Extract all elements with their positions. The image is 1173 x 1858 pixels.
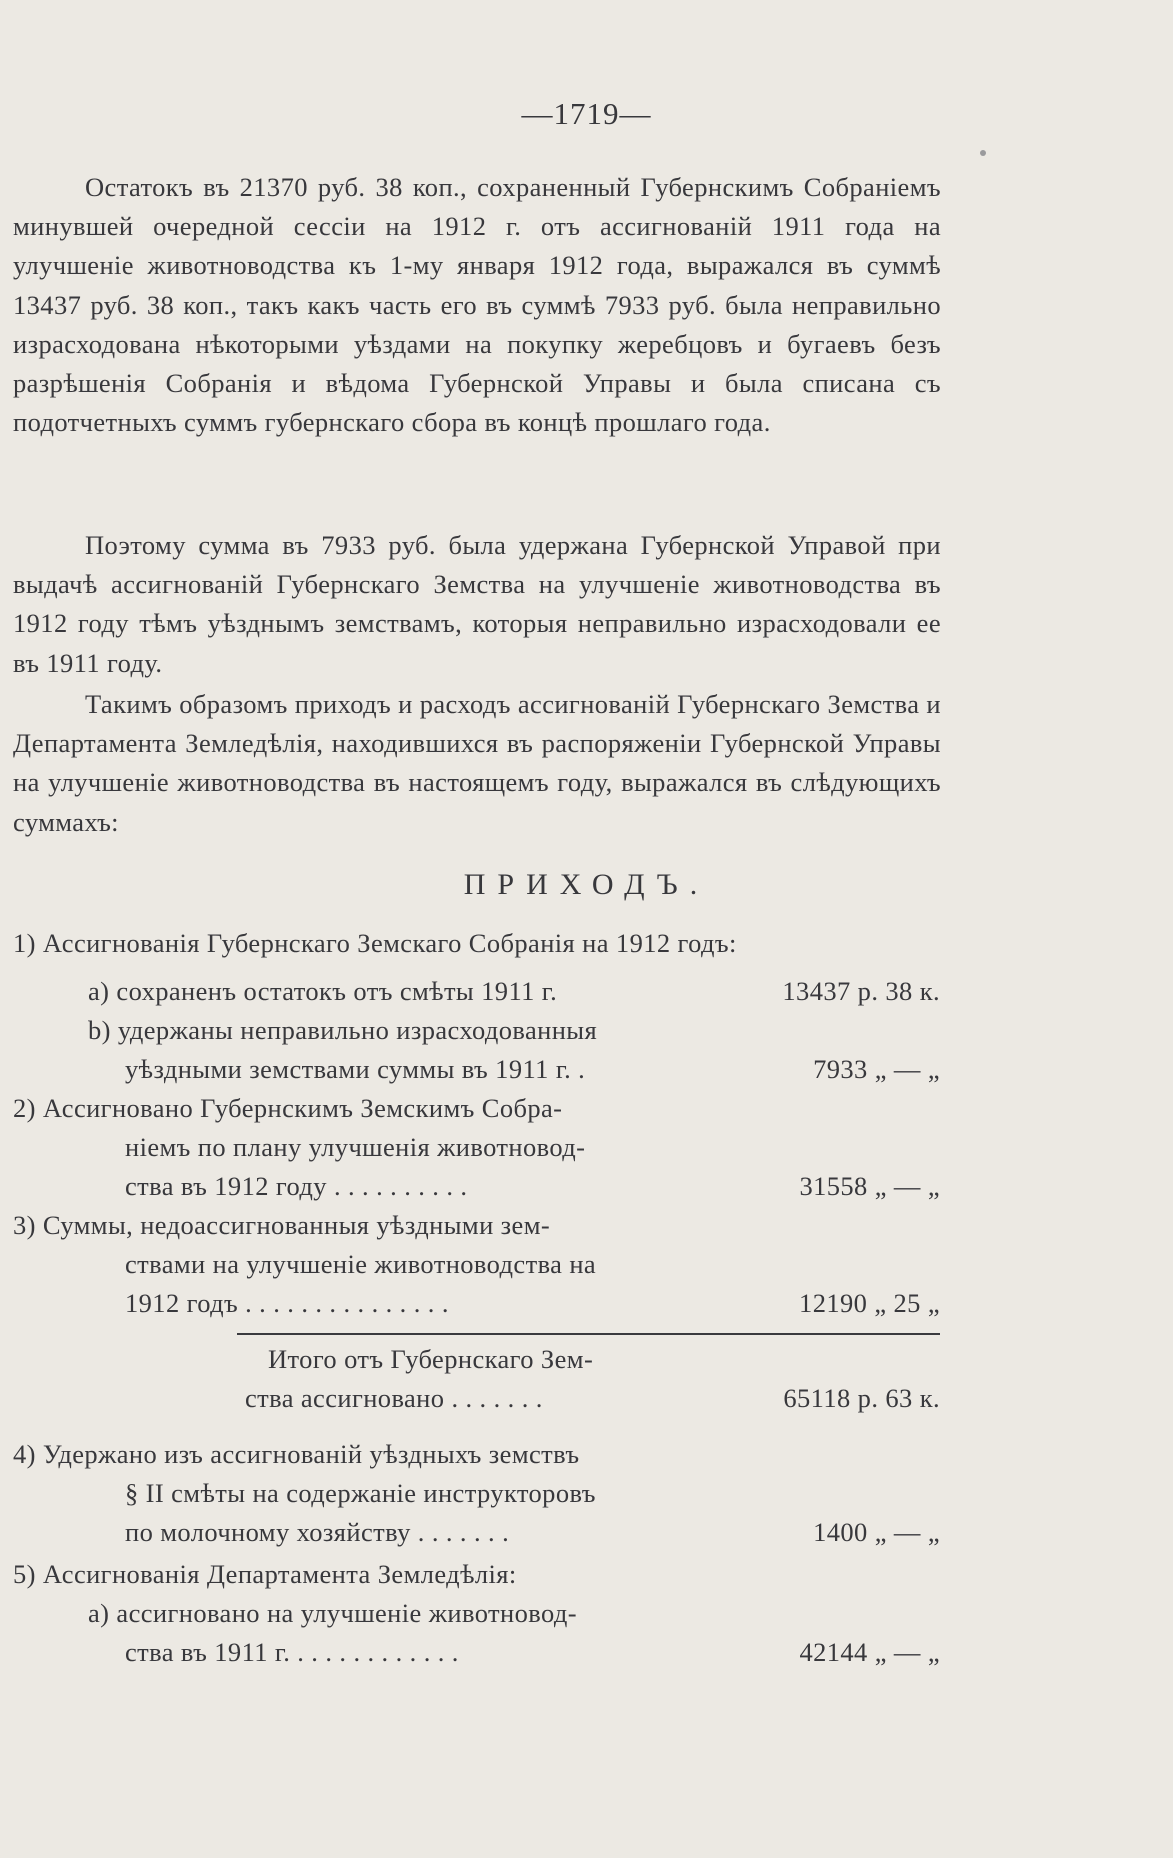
page-number: —1719— bbox=[521, 96, 652, 131]
item-5a-line2: ства въ 1911 г. . . . . . . . . . . . . bbox=[125, 1637, 459, 1667]
item-1b-amount: 7933 „ — „ bbox=[813, 1054, 940, 1084]
item-5a-amount: 42144 „ — „ bbox=[799, 1637, 940, 1667]
item-5-title: 5) Ассигнованія Департамента Земледѣлія: bbox=[13, 1559, 517, 1589]
item-3-line1: 3) Суммы, недоассигнованныя уѣздными зем- bbox=[13, 1210, 551, 1240]
item-2-line2: ніемъ по плану улучшенія животновод- bbox=[125, 1132, 586, 1162]
item-4-line3: по молочному хозяйству . . . . . . . bbox=[125, 1517, 510, 1547]
section-heading-income: ПРИХОДЪ. bbox=[463, 868, 710, 901]
item-1b-line1: b) удержаны неправильно израсходованныя bbox=[88, 1015, 598, 1045]
item-2-amount: 31558 „ — „ bbox=[799, 1171, 940, 1201]
item-3-line3: 1912 годъ . . . . . . . . . . . . . . . bbox=[125, 1288, 449, 1318]
paragraph-3: Такимъ образомъ приходъ и расходъ ассигнованій Губернскаго Земства и Департамента Земледѣлія, находившихся въ распоряженіи Губернской Управы на улучшеніе животноводства въ настоящемъ году, выражался въ слѣдующихъ суммахъ: bbox=[13, 689, 942, 837]
subtotal-rule bbox=[237, 1333, 940, 1335]
item-2-line3: ства въ 1912 году . . . . . . . . . . bbox=[125, 1171, 468, 1201]
item-1a-text: a) сохраненъ остатокъ отъ смѣты 1911 г. bbox=[88, 976, 558, 1006]
item-4-amount: 1400 „ — „ bbox=[813, 1517, 940, 1547]
item-3-line2: ствами на улучшеніе животноводства на bbox=[125, 1249, 597, 1279]
item-1-title: 1) Ассигнованія Губернскаго Земскаго Собранія на 1912 годъ: bbox=[13, 928, 737, 958]
paper-speck bbox=[980, 150, 986, 156]
paragraph-1: Остатокъ въ 21370 руб. 38 коп., сохраненный Губернскимъ Собраніемъ минувшей очередной сессіи на 1912 г. отъ ассигнованій 1911 года на улучшеніе животноводства къ 1-му января 1912 года, выражался въ суммѣ 13437 руб. 38 коп., такъ какъ часть его въ суммѣ 7933 руб. была неправильно израсходована нѣкоторыми уѣздами на покупку жеребцовъ и бугаевъ безъ разрѣшенія Собранія и вѣдома Губернской Управы и была списана съ подотчетныхъ суммъ губернскаго сбора въ концѣ прошлаго года. bbox=[13, 172, 941, 438]
paragraph-2: Поэтому сумма въ 7933 руб. была удержана Губернской Управой при выдачѣ ассигнованій Губернскаго Земства на улучшеніе животноводства въ 1912 году тѣмъ уѣзднымъ земствамъ, которыя неправильно израсходовали ее въ 1911 году. bbox=[13, 530, 941, 678]
subtotal-amount: 65118 р. 63 к. bbox=[783, 1383, 940, 1413]
item-3-amount: 12190 „ 25 „ bbox=[799, 1288, 940, 1318]
item-2-line1: 2) Ассигновано Губернскимъ Земскимъ Собра- bbox=[13, 1093, 563, 1123]
item-4-line1: 4) Удержано изъ ассигнованій уѣздныхъ земствъ bbox=[13, 1439, 580, 1469]
subtotal-line2: ства ассигновано . . . . . . . bbox=[245, 1383, 543, 1413]
item-1a-amount: 13437 р. 38 к. bbox=[782, 976, 940, 1006]
item-1b-line2: уѣздными земствами суммы въ 1911 г. . bbox=[125, 1054, 586, 1084]
subtotal-line1: Итого отъ Губернскаго Зем- bbox=[268, 1344, 594, 1374]
item-5a-line1: a) ассигновано на улучшеніе животновод- bbox=[88, 1598, 577, 1628]
item-4-line2: § II смѣты на содержаніе инструкторовъ bbox=[125, 1478, 596, 1508]
